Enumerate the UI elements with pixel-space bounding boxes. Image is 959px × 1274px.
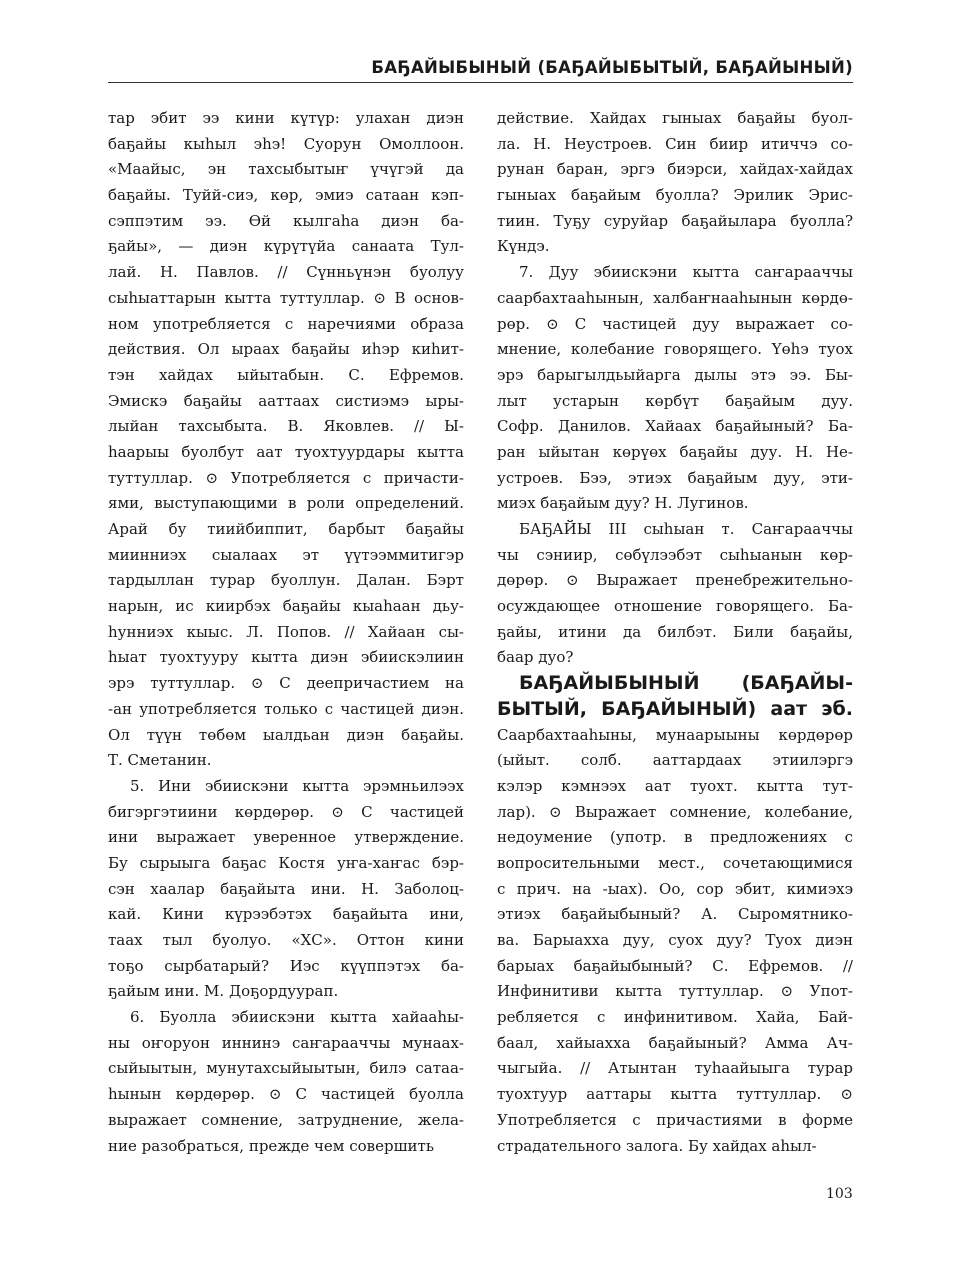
text-line: действия. Ол ыраах баҕайы иһэр киһит- xyxy=(108,340,464,359)
text-line: тэн хайдах ыйытабын. С. Ефремов. xyxy=(108,365,464,384)
text-line: Употребляется с причастиями в форме xyxy=(497,1110,853,1129)
text-line: һаарыы буолбут аат туохтуурдары кытта xyxy=(108,442,464,461)
right-column xyxy=(497,106,853,1159)
text-line: ҕайы, итини да билбэт. Били баҕайы, xyxy=(497,622,853,641)
left-column xyxy=(108,106,464,1159)
text-line: 5. Ини эбиискэни кытта эрэмньилээх xyxy=(130,776,464,795)
text-line: баҕайы. Туйй-сиэ, көр, эмиэ сатаан кэп- xyxy=(108,186,464,205)
text-line: выражает сомнение, затруднение, жела- xyxy=(108,1110,464,1129)
text-line: этиэх баҕайыбыный? А. Сыромятнико- xyxy=(497,905,853,924)
text-line: бигэргэтиини көрдөрөр. ⊙ С частицей xyxy=(108,802,464,821)
text-line: ҕайым ини. М. Доҕордуурап. xyxy=(108,982,339,1001)
text-line: «Маайыс, эн тахсыбытыҥ үчүгэй да xyxy=(108,160,464,179)
text-line: осуждающее отношение говорящего. Ба- xyxy=(497,597,853,616)
text-line: сэппэтим ээ. Өй кылгаһа диэн ба- xyxy=(108,211,464,230)
text-line: лыт устарын көрбүт баҕайым дуу. xyxy=(497,391,853,410)
text-line: сыйыытын, мунутахсыйыытын, билэ сатаа- xyxy=(108,1059,464,1078)
text-line: эрэ туттуллар. ⊙ С деепричастием на xyxy=(108,674,464,693)
text-line: Инфинитиви кытта туттуллар. ⊙ Упот- xyxy=(497,982,853,1001)
text-line: чыгыйа. // Атынтан туһаайыыга турар xyxy=(497,1059,853,1078)
text-line: ини выражает уверенное утверждение. xyxy=(108,828,464,847)
text-line: туттуллар. ⊙ Употребляется с причасти- xyxy=(108,468,464,487)
text-line: миэх баҕайым дуу? Н. Лугинов. xyxy=(497,494,749,513)
text-line: һунниэх кыыс. Л. Попов. // Хайаан сы- xyxy=(108,622,464,641)
text-line: ны оҥоруон иннинэ саҥарааччы мунаах- xyxy=(108,1033,464,1052)
text-line: лай. Н. Павлов. // Сүнньүнэн буолуу xyxy=(108,263,464,282)
text-line: тар эбит ээ кини күтүр: улахан диэн xyxy=(108,109,464,127)
text-line: ном употребляется с наречиями образа xyxy=(108,314,464,333)
text-line: вопросительными мест., сочетающимися xyxy=(497,853,853,872)
text-line: БАҔАЙЫ III сыһыан т. Саҥарааччы xyxy=(519,520,853,539)
text-line: Эмискэ баҕайы ааттаах систиэмэ ыры- xyxy=(108,391,464,410)
text-line: сыһыаттарын кытта туттуллар. ⊙ В основ- xyxy=(108,288,464,307)
text-line: ран ыйытан көрүөх баҕайы дуу. Н. Не- xyxy=(497,442,853,461)
text-line: тиин. Туҕу суруйар баҕайылара буолла? xyxy=(497,211,853,230)
text-line: действие. Хайдах гыныах баҕайы буол- xyxy=(497,109,853,127)
text-line: ҕайы», — диэн күрүтүйа санаата Тул- xyxy=(108,237,464,256)
text-line: эрэ барыгылдьыйарга дылы этэ ээ. Бы- xyxy=(497,365,853,384)
text-line: кэлэр кэмнээх аат туохт. кытта тут- xyxy=(497,776,853,795)
text-line: таах тыл буолуо. «ХС». Оттон кини xyxy=(108,931,464,950)
text-line: ла. Н. Неустроев. Син биир итиччэ со- xyxy=(497,134,853,153)
text-line: ние разобраться, прежде чем совершить xyxy=(108,1136,434,1155)
running-header xyxy=(108,58,853,83)
text-line: барыах баҕайыбыный? С. Ефремов. // xyxy=(497,956,853,975)
text-line: Ол түүн төбөм ыалдьан диэн баҕайы. xyxy=(108,725,464,744)
text-line: нарын, ис киирбэх баҕайы кыаһаан дьу- xyxy=(108,597,464,616)
text-line: рөр. ⊙ С частицей дуу выражает со- xyxy=(497,314,853,333)
text-line: ями, выступающими в роли определений. xyxy=(108,494,464,513)
text-line: устроев. Бээ, этиэх баҕайым дуу, эти- xyxy=(497,468,853,487)
text-line: дөрөр. ⊙ Выражает пренебрежительно- xyxy=(497,571,853,590)
text-line: Саарбахтааһыны, мунаарыыны көрдөрөр xyxy=(497,725,853,744)
text-line: Софр. Данилов. Хайаах баҕайыный? Ба- xyxy=(497,417,853,436)
header-title: БАҔАЙЫБЫНЫЙ (БАҔАЙЫБЫТЫЙ, БАҔАЙЫНЫЙ) xyxy=(371,58,853,77)
text-line: лыйан тахсыбыта. В. Яковлев. // Ы- xyxy=(108,417,464,436)
text-line: 6. Буолла эбиискэни кытта хайааһы- xyxy=(130,1008,464,1027)
text-line: тардыллан турар буоллун. Далан. Бэрт xyxy=(108,571,464,590)
text-line: һынын көрдөрөр. ⊙ С частицей буолла xyxy=(108,1085,464,1104)
text-line: (ыйыт. солб. ааттардаах этиилэргэ xyxy=(497,751,853,770)
text-line: туохтуур ааттары кытта туттуллар. ⊙ xyxy=(497,1085,853,1104)
text-line: -ан употребляется только с частицей диэн. xyxy=(108,699,464,718)
text-line: ва. Барыахха дуу, суох дуу? Туох диэн xyxy=(497,931,853,950)
page-number: 103 xyxy=(826,1186,853,1202)
text-line: миинниэх сыалаах эт үүтээммитигэр xyxy=(108,545,464,564)
text-line: саарбахтааһынын, халбаҥнааһынын көрдө- xyxy=(497,288,853,307)
text-line: Күндэ. xyxy=(497,237,550,256)
text-line: 7. Дуу эбиискэни кытта саҥарааччы xyxy=(519,263,853,282)
text-line: баҕайы кыһыл эһэ! Суорун Омоллоон. xyxy=(108,134,464,153)
text-line: баал, хайыахха баҕайыный? Амма Ач- xyxy=(497,1033,853,1052)
text-line: Арай бу тиийбиппит, барбыт баҕайы xyxy=(108,520,464,538)
text-line: лар). ⊙ Выражает сомнение, колебание, xyxy=(497,802,853,821)
text-line: чы сэниир, сөбүлээбэт сыһыанын көр- xyxy=(497,545,853,564)
text-line: недоумение (употр. в предложениях с xyxy=(497,828,853,847)
text-line: ребляется с инфинитивом. Хайа, Бай- xyxy=(497,1008,853,1027)
text-line: сэн хаалар баҕайыта ини. Н. Заболоц- xyxy=(108,879,464,898)
text-line: гыныах баҕайым буолла? Эрилик Эрис- xyxy=(497,186,853,205)
text-line: с прич. на -ыах). Оо, сор эбит, кимиэхэ xyxy=(497,879,853,898)
text-line: рунан баран, эргэ биэрси, хайдах-хайдах xyxy=(497,160,853,179)
text-line: Бу сырыыга баҕас Костя уҥа-хаҥас бэр- xyxy=(108,853,464,872)
text-line: һыат туохтууру кытта диэн эбиискэлиин xyxy=(108,648,464,667)
text-line: мнение, колебание говорящего. Үөһэ туох xyxy=(497,340,853,359)
text-line: тоҕо сырбатарый? Иэс күүппэтэх ба- xyxy=(108,956,464,975)
text-line: БАҔАЙЫБЫНЫЙ (БАҔАЙЫ- xyxy=(519,672,853,695)
text-line: БЫТЫЙ, БАҔАЙЫНЫЙ) аат эб. xyxy=(497,697,853,720)
text-line: Т. Сметанин. xyxy=(108,751,212,770)
text-line: кай. Кини күрээбэтэх баҕайыта ини, xyxy=(108,905,464,924)
text-line: страдательного залога. Бу хайдах аһыл- xyxy=(497,1136,817,1155)
text-line: баар дуо? xyxy=(497,648,574,667)
